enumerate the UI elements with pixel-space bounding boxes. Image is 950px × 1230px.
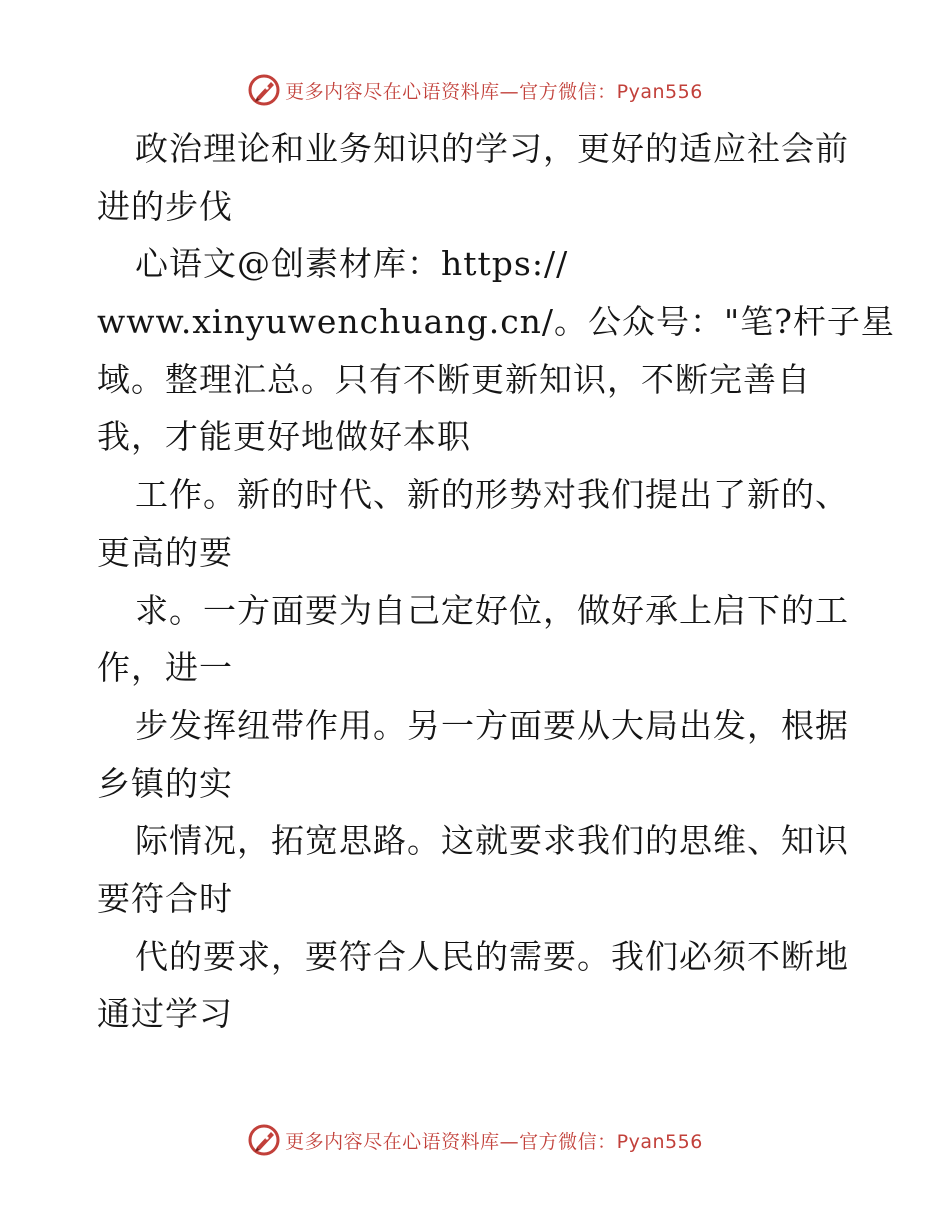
- text-line: 步发挥纽带作用。另一方面要从大局出发，根据: [135, 705, 849, 745]
- pen-nib-logo-icon: [247, 73, 281, 107]
- text-line: 工作。新的时代、新的形势对我们提出了新的、: [135, 475, 849, 515]
- text-line: 政治理论和业务知识的学习，更好的适应社会前: [135, 129, 849, 168]
- text-line: 更高的要: [97, 532, 233, 572]
- text-line: 我，才能更好地做好本职: [97, 417, 471, 457]
- document-body: [97, 120, 895, 1043]
- footer-banner-text: 更多内容尽在心语资料库—官方微信：Pyan556: [285, 1130, 703, 1153]
- footer-banner: [0, 1120, 950, 1160]
- pen-nib-logo-icon: [247, 1123, 281, 1157]
- text-line: 心语文@创素材库：https://: [135, 244, 569, 284]
- text-line: 求。一方面要为自己定好位，做好承上启下的工: [135, 590, 849, 630]
- text-line: 通过学习: [97, 994, 233, 1034]
- header-banner: [0, 70, 950, 110]
- text-line: 要符合时: [97, 878, 233, 918]
- text-line: 域。整理汇总。只有不断更新知识，不断完善自: [97, 359, 811, 399]
- text-line: 作，进一: [97, 648, 233, 688]
- text-line: 进的步伐: [97, 186, 233, 226]
- text-line: 代的要求，要符合人民的需要。我们必须不断地: [135, 936, 849, 976]
- text-line: 乡镇的实: [97, 763, 233, 803]
- text-line: www.xinyuwenchuang.cn/。公众号："笔?杆子星: [97, 302, 895, 342]
- header-banner-text: 更多内容尽在心语资料库—官方微信：Pyan556: [285, 80, 703, 103]
- text-line: 际情况，拓宽思路。这就要求我们的思维、知识: [135, 821, 849, 861]
